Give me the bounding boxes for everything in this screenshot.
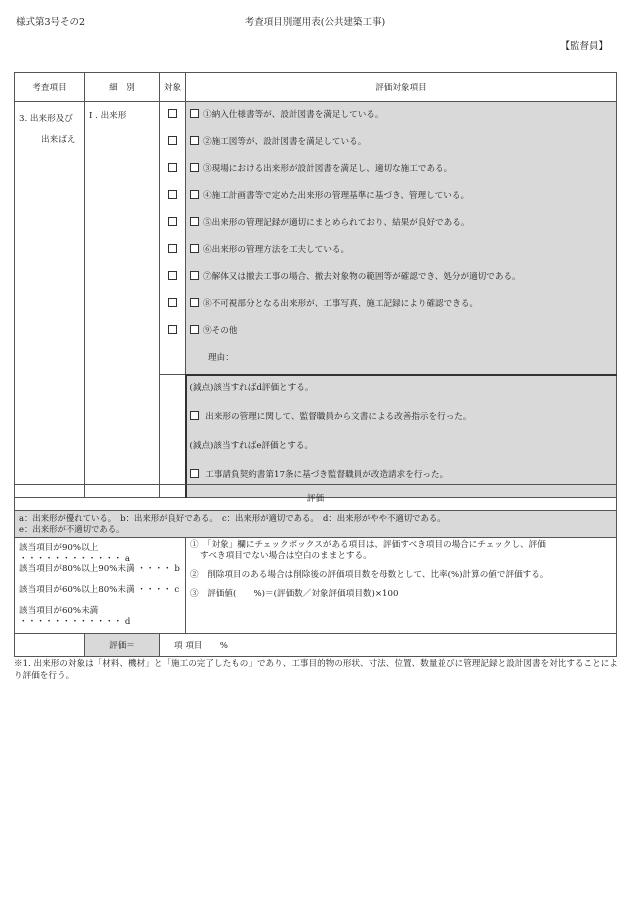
list-item [190,270,616,297]
form-number: 様式第3号その2 [16,17,86,28]
evaluation-table [14,484,617,657]
item-checkbox[interactable] [190,190,199,199]
thresholds-cell [15,538,186,634]
role-label: 【監督員】 [560,41,608,52]
evaluation-scale [15,511,617,538]
target-checkbox[interactable] [168,244,177,253]
scale-line-1: a：出来形が優れている。 b：出来形が良好である。 c：出来形が適切である。 d：出来形がやや不適切である。 [19,513,446,523]
scale-line-2: e：出来形が不適切である。 [19,524,125,534]
item-checkbox[interactable] [190,217,199,226]
target-checkbox[interactable] [168,325,177,334]
note-1-line-2: すべき項目でない場合は空白のままとする。 [200,551,372,561]
target-checkbox[interactable] [168,271,177,280]
item-text: ⑨その他 [203,326,238,336]
item-checkbox[interactable] [190,136,199,145]
header-items: 評価対象項目 [186,73,617,102]
threshold-b: 該当項目が80%以上90%未満 ・・・・ b [19,564,180,574]
reason-label: 理由： [208,353,234,363]
list-item [190,162,616,189]
item-text: ⑤出来形の管理記録が適切にまとめられており、結果が良好である。 [203,218,470,228]
target-checkbox[interactable] [168,136,177,145]
target-checkbox-column [160,102,186,375]
target-checkbox[interactable] [168,190,177,199]
item-checkbox[interactable] [190,271,199,280]
result-blank-cell [15,634,85,657]
category-line-2: 出来ばえ [41,135,76,145]
deduction-note-d: (減点)該当すればd評価とする。 [189,382,314,393]
deduction-item-text: 工事請負契約書第17条に基づき監督職員が改造請求を行った。 [205,469,449,480]
target-checkbox[interactable] [168,163,177,172]
deduction-item-text: 出来形の管理に関して、監督職員から文書による改善指示を行った。 [205,411,472,422]
item-text: ②施工図等が、設計図書を満足している。 [203,137,367,147]
target-checkbox[interactable] [168,298,177,307]
items-row [15,102,617,375]
header-category: 考査項目 [15,73,85,102]
list-item [190,135,616,162]
deductions-cell [186,375,617,498]
item-text: ①納入仕様書等が、設計図書を満足している。 [203,110,384,120]
list-item [190,243,616,270]
header-subcategory: 細 別 [85,73,160,102]
header-target: 対象 [160,73,186,102]
item-checkbox[interactable] [190,244,199,253]
item-text: ⑧不可視部分となる出来形が、工事写真、施工記録により確認できる。 [203,299,479,309]
result-label: 評価＝ [85,634,160,657]
item-text: ⑥出来形の管理方法を工夫している。 [203,245,350,255]
item-checkbox[interactable] [190,109,199,118]
item-text: ⑦解体又は撤去工事の場合、撤去対象物の範囲等が確認でき、処分が適切である。 [203,272,521,282]
list-item [190,324,616,351]
note-1-line-1: ① 「対象」欄にチェックボックスがある項目は、評価すべき項目の場合にチェックし、評価 [190,540,546,550]
threshold-d: 該当項目が60%未満 ・・・・・・・・・・・・ d [19,606,131,627]
deduction-checkbox[interactable] [190,411,199,420]
evaluation-notes [186,538,617,634]
note-3: ③ 評価値( %)＝(評価数／対象評価項目数)×100 [190,589,399,599]
item-checkbox[interactable] [190,163,199,172]
deduction-item-d [190,410,617,439]
category-line-1: 3. 出来形及び [19,114,73,124]
item-text: ③現場における出来形が設計図書を満足し、適切な施工である。 [203,164,453,174]
list-item [190,297,616,324]
item-checkbox[interactable] [190,298,199,307]
threshold-c: 該当項目が60%以上80%未満 ・・・・ c [19,585,180,595]
note-2: ② 削除項目のある場合は削除後の評価項目数を母数として、比率(%)計算の値で評価する。 [190,570,549,580]
target-checkbox[interactable] [168,109,177,118]
deduction-note-e: (減点)該当すればe評価とする。 [189,440,314,451]
subcategory-cell: I . 出来形 [85,102,160,498]
result-value: 項 項目 % [160,634,617,657]
evaluation-items-cell [186,102,617,375]
item-checkbox[interactable] [190,325,199,334]
evaluation-title: 評価 [15,485,617,511]
evaluation-items-table [14,72,617,498]
deductions-target-cell [160,375,186,498]
document-title: 考査項目別運用表(公共建築工事) [244,17,386,28]
table-header-row [15,73,617,102]
list-item [190,216,616,243]
category-cell [15,102,85,498]
list-item [190,108,616,135]
list-item [190,189,616,216]
footnote: ※1. 出来形の対象は「材料、機材」と「施工の完了したもの」であり、工事目的物の形状、寸法、位置、数量並びに管理記録と設計図書を対比することにより評価を行う。 [14,659,618,681]
note-1 [190,540,612,562]
target-checkbox[interactable] [168,217,177,226]
threshold-a: 該当項目が90%以上 ・・・・・・・・・・・・ a [19,543,130,564]
deduction-checkbox[interactable] [190,469,199,478]
item-text: ④施工計画書等で定めた出来形の管理基準に基づき、管理している。 [203,191,470,201]
